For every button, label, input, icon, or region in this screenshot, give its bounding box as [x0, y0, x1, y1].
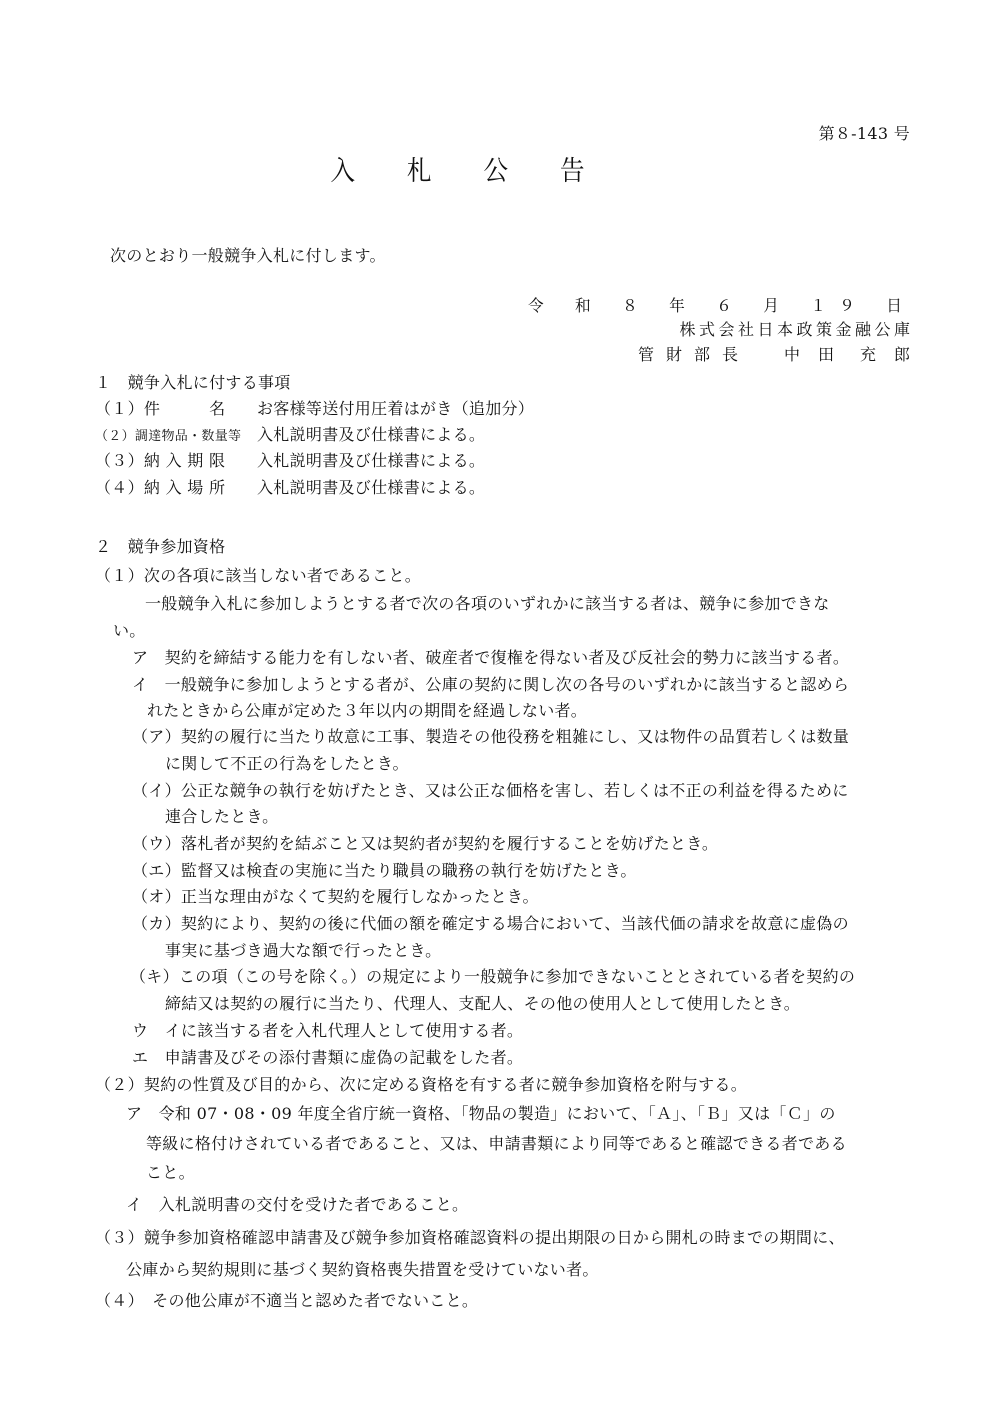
paragraph-line: 締結又は契約の履行に当たり、代理人、支配人、その他の使用人として使用したとき。	[165, 994, 801, 1013]
section-2-heading: ２ 競争参加資格	[95, 537, 226, 556]
paragraph-line: （３）競争参加資格確認申請書及び競争参加資格確認資料の提出期限の日から開札の時までの期間に、	[95, 1228, 845, 1247]
paragraph-line: こと。	[146, 1163, 195, 1182]
paragraph-line: ア 令和 07・08・09 年度全省庁統一資格、「物品の製造」において、「Ａ」、「Ｂ」又は「Ｃ」の	[126, 1104, 836, 1123]
item-label: （３）納 入 期 限	[95, 451, 226, 470]
page-title: 入 札 公 告	[330, 156, 607, 187]
paragraph-line: （オ）正当な理由がなくて契約を履行しなかったとき。	[132, 887, 539, 906]
paragraph-line: 連合したとき。	[165, 807, 279, 826]
item-value: 入札説明書及び仕様書による。	[257, 478, 486, 497]
paragraph-line: （２）契約の性質及び目的から、次に定める資格を有する者に競争参加資格を附与する。	[95, 1075, 748, 1094]
paragraph-line: ウ イに該当する者を入札代理人として使用する者。	[132, 1021, 524, 1040]
paragraph-line: イ 入札説明書の交付を受けた者であること。	[126, 1195, 469, 1214]
paragraph-line: い。	[113, 621, 146, 640]
paragraph-line: エ 申請書及びその添付書類に虚偽の記載をした者。	[132, 1048, 524, 1067]
paragraph-line: に関して不正の行為をしたとき。	[165, 754, 409, 773]
paragraph-line: （ウ）落札者が契約を結ぶこと又は契約者が契約を履行することを妨げたとき。	[132, 834, 719, 853]
section-1-item	[95, 478, 485, 498]
paragraph-line: れたときから公庫が定めた３年以内の期間を経過しない者。	[147, 701, 588, 720]
organization-name: 株式会社日本政策金融公庫	[679, 320, 914, 339]
signatory-family-name: 中田	[784, 345, 853, 364]
paragraph-line: （１）次の各項に該当しない者であること。	[95, 566, 422, 585]
paragraph-line: 一般競争入札に参加しようとする者で次の各項のいずれかに該当する者は、競争に参加できな	[145, 594, 830, 613]
paragraph-line: 事実に基づき過大な額で行ったとき。	[165, 941, 442, 960]
paragraph-line: （ア）契約の履行に当たり故意に工事、製造その他役務を粗雑にし、又は物件の品質若しくは数量	[132, 727, 850, 746]
item-value: 入札説明書及び仕様書による。	[257, 451, 486, 470]
item-value: 入札説明書及び仕様書による。	[257, 425, 486, 444]
item-value: お客様等送付用圧着はがき（追加分）	[257, 399, 535, 418]
paragraph-line: イ 一般競争に参加しようとする者が、公庫の契約に関し次の各号のいずれかに該当すると認めら	[132, 675, 850, 694]
signatory-given-name: 充郎	[859, 345, 928, 364]
item-label: （４）納 入 場 所	[95, 478, 226, 497]
paragraph-line: （４） その他公庫が不適当と認めた者でないこと。	[95, 1291, 479, 1310]
paragraph-line: （カ）契約により、契約の後に代価の額を確定する場合において、当該代価の請求を故意に虚偽の	[132, 914, 849, 933]
paragraph-line: （エ）監督又は検査の実施に当たり職員の職務の執行を妨げたとき。	[132, 861, 637, 880]
item-label: （１）件 名	[95, 399, 226, 418]
paragraph-line: 等級に格付けされている者であること、又は、申請書類により同等であると確認できる者である	[146, 1134, 847, 1153]
section-1-item	[95, 451, 485, 471]
paragraph-line: 公庫から契約規則に基づく契約資格喪失措置を受けていない者。	[126, 1260, 599, 1279]
section-1-item	[95, 425, 485, 447]
announcement-date: 令 和 ８ 年 ６ 月 １９ 日	[527, 296, 915, 315]
paragraph-line: （キ）この項（この号を除く。）の規定により一般競争に参加できないこととされている者を契約の	[130, 967, 856, 986]
section-1-item	[95, 399, 534, 419]
paragraph-line: （イ）公正な競争の執行を妨げたとき、又は公正な価格を害し、若しくは不正の利益を得るために	[132, 781, 849, 800]
intro-text: 次のとおり一般競争入札に付します。	[110, 246, 386, 265]
signatory-title: 管財部長	[638, 345, 751, 364]
paragraph-line: ア 契約を締結する能力を有しない者、破産者で復権を得ない者及び反社会的勢力に該当する者。	[132, 648, 850, 667]
section-1-heading: １ 競争入札に付する事項	[95, 373, 291, 392]
item-label: （２）調達物品・数量等	[95, 429, 242, 444]
document-number: 第８-143 号	[818, 124, 910, 143]
